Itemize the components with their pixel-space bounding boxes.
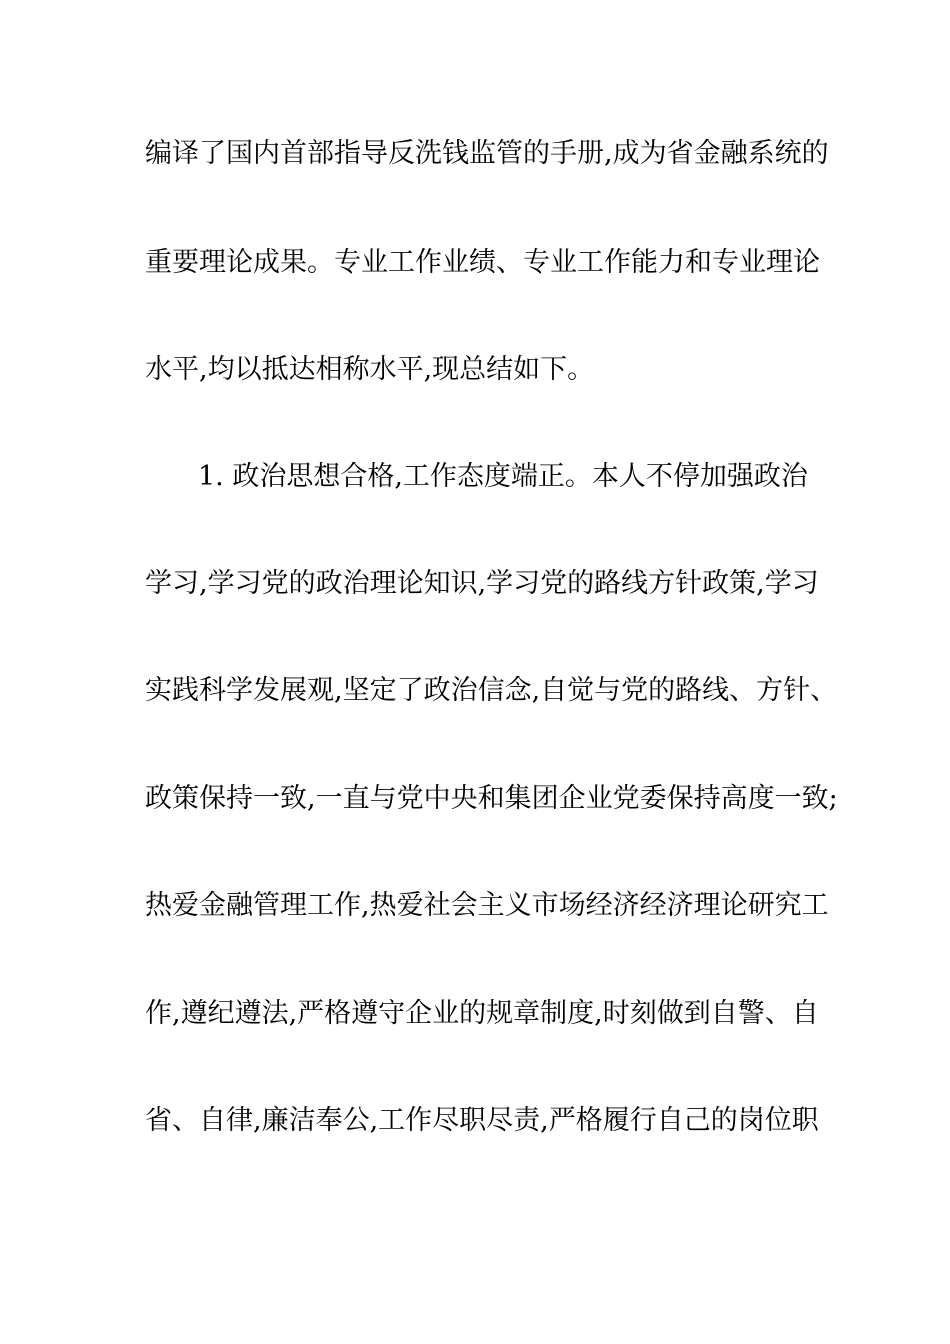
text-line: 政策保持一致,一直与党中央和集团企业党委保持高度一致; — [145, 783, 838, 814]
text-line: 实践科学发展观,坚定了政治信念,自觉与党的路线、方针、 — [145, 675, 838, 706]
numbered-paragraph-start: 1. 政治思想合格,工作态度端正。本人不停加强政治 — [198, 461, 808, 492]
text-line: 水平,均以抵达相称水平,现总结如下。 — [145, 354, 595, 385]
text-line: 作,遵纪遵法,严格遵守企业的规章制度,时刻做到自警、自 — [145, 998, 819, 1029]
text-line: 学习,学习党的政治理论知识,学习党的路线方针政策,学习 — [145, 568, 819, 599]
text-line: 热爱金融管理工作,热爱社会主义市场经济经济理论研究工 — [145, 890, 829, 921]
text-line: 重要理论成果。专业工作业绩、专业工作能力和专业理论 — [145, 247, 820, 278]
text-line: 省、自律,廉洁奉公,工作尽职尽责,严格履行自己的岗位职 — [145, 1105, 819, 1136]
text-line: 编译了国内首部指导反洗钱监管的手册,成为省金融系统的 — [145, 138, 829, 169]
